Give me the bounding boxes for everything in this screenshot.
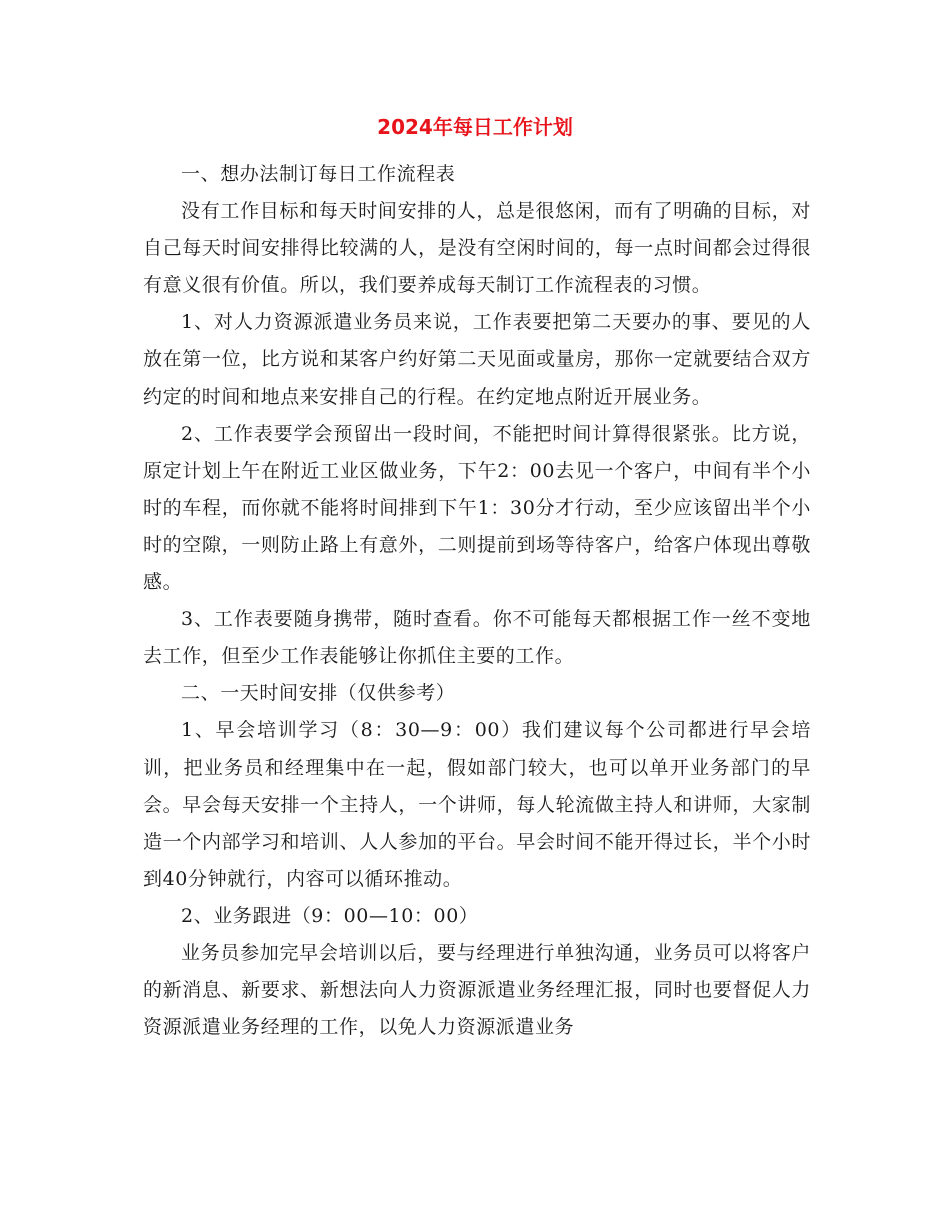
paragraph-morning-meeting: 1、早会培训学习（8：30—9：00）我们建议每个公司都进行早会培训，把业务员和经理集中在一起，假如部门较大，也可以单开业务部门的早会。早会每天安排一个主持人，一个讲师，每人轮流做主持人和讲师，大家制造一个内部学习和培训、人人参加的平台。早会时间不能开得过长，半个小时到40分钟就行，内容可以循环推动。	[143, 719, 811, 890]
heading-section-1: 一、想办法制订每日工作流程表	[181, 163, 456, 185]
heading-section-2: 二、一天时间安排（仅供参考）	[181, 682, 456, 705]
paragraph-item-2: 2、工作表要学会预留出一段时间，不能把时间计算得很紧张。比方说，原定计划上午在附近工业区做业务，下午2：00去见一个客户，中间有半个小时的车程，而你就不能将时间排到下午1：30分才行动，至少应该留出半个小时的空隙，一则防止路上有意外，二则提前到场等待客户，给客户体现出尊敬感。	[143, 422, 811, 594]
paragraph-intro: 没有工作目标和每天时间安排的人，总是很悠闲，而有了明确的目标，对自己每天时间安排得比较满的人，是没有空闲时间的，每一点时间都会过得很有意义很有价值。所以，我们要养成每天制订工作流程表的习惯。	[143, 200, 811, 297]
paragraph-item-1: 1、对人力资源派遣业务员来说，工作表要把第二天要办的事、要见的人放在第一位，比方说和某客户约好第二天见面或量房，那你一定就要结合双方约定的时间和地点来安排自己的行程。在约定地点附近开展业务。	[143, 311, 811, 408]
paragraph-business-follow-up: 业务员参加完早会培训以后，要与经理进行单独沟通，业务员可以将客户的新消息、新要求、新想法向人力资源派遣业务经理汇报，同时也要督促人力资源派遣业务经理的工作，以免人力资源派遣业务	[143, 941, 811, 1039]
document-body	[143, 156, 811, 1046]
heading-business-follow-up: 2、业务跟进（9：00—10：00）	[181, 904, 479, 927]
document-title: 2024年每日工作计划	[377, 115, 573, 139]
paragraph-item-3: 3、工作表要随身携带，随时查看。你不可能每天都根据工作一丝不变地去工作，但至少工作表能够让你抓住主要的工作。	[143, 608, 811, 668]
